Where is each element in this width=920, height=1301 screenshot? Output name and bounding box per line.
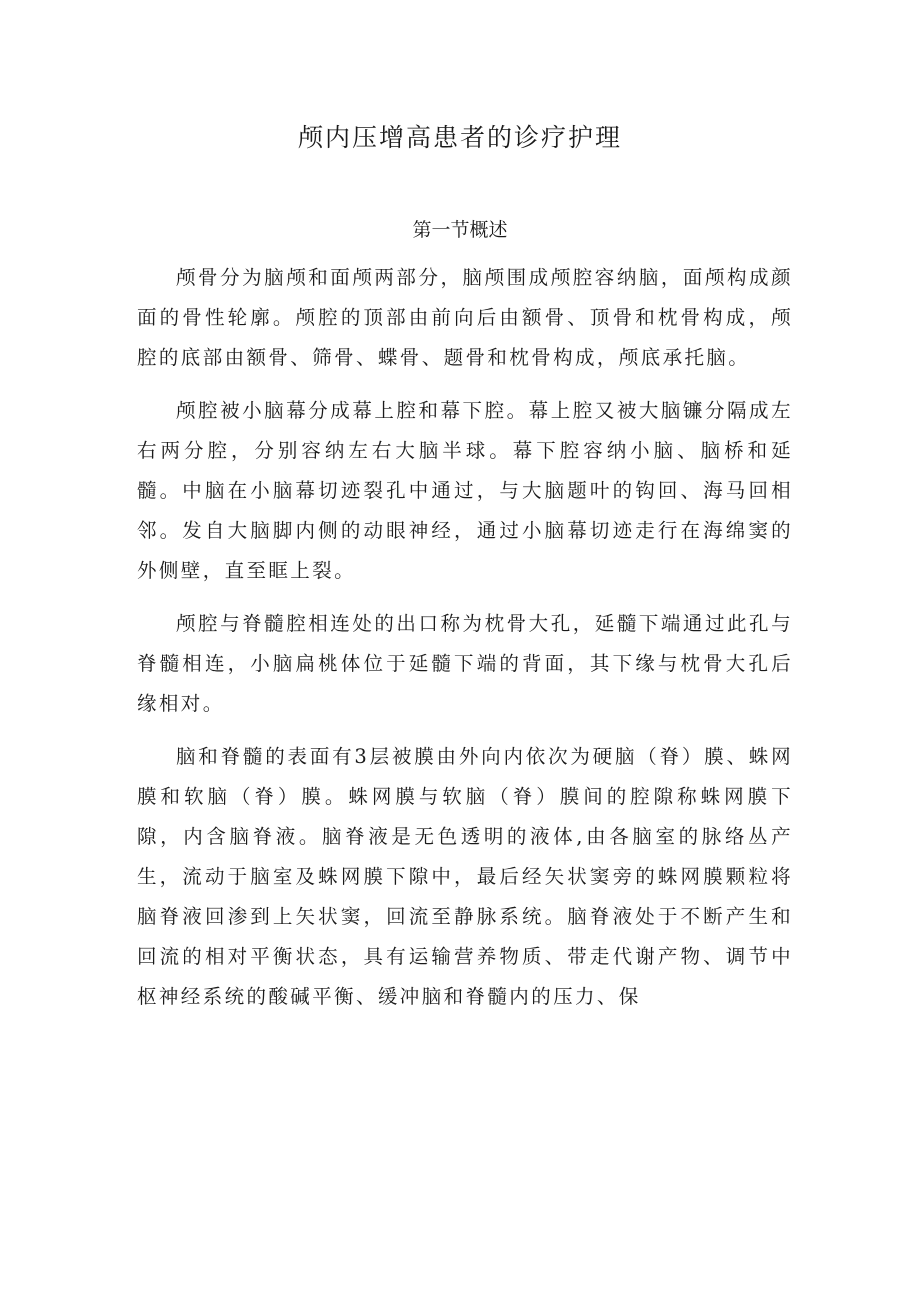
body-text (137, 258, 793, 1030)
paragraph-foramen-magnum: 颅腔与脊髓腔相连处的出口称为枕骨大孔，延髓下端通过此孔与脊髓相连，小脑扁桃体位于延髓下端的背面，其下缘与枕骨大孔后缘相对。 (137, 612, 793, 715)
paragraph-cranial-cavity: 颅腔被小脑幕分成幕上腔和幕下腔。幕上腔又被大脑镰分隔成左右两分腔，分别容纳左右大脑半球。幕下腔容纳小脑、脑桥和延髓。中脑在小脑幕切迹裂孔中通过，与大脑题叶的钩回、海马回相邻。发自大脑脚内侧的动眼神经，通过小脑幕切迹走行在海绵窦的外侧壁，直至眶上裂。 (137, 399, 793, 582)
document-title: 颅内压增高患者的诊疗护理 (297, 123, 622, 152)
section-heading: 第一节概述 (412, 219, 508, 241)
paragraph-skull: 颅骨分为脑颅和面颅两部分，脑颅围成颅腔容纳脑，面颅构成颜面的骨性轮廓。颅腔的顶部由前向后由额骨、顶骨和枕骨构成，颅腔的底部由额骨、筛骨、蝶骨、题骨和枕骨构成，颅底承托脑。 (137, 266, 793, 369)
paragraph-meninges: 脑和脊髓的表面有3层被膜由外向内依次为硬脑（脊）膜、蛛网膜和软脑（脊）膜。蛛网膜与软脑（脊）膜间的腔隙称蛛网膜下隙，内含脑脊液。脑脊液是无色透明的液体,由各脑室的脉络丛产生，流动于脑室及蛛网膜下隙中，最后经矢状窦旁的蛛网膜颗粒将脑脊液回渗到上矢状窦，回流至静脉系统。脑脊液处于不断产生和回流的相对平衡状态，具有运输营养物质、带走代谢产物、调节中枢神经系统的酸碱平衡、缓冲脑和脊髓内的压力、保 (137, 745, 793, 1008)
